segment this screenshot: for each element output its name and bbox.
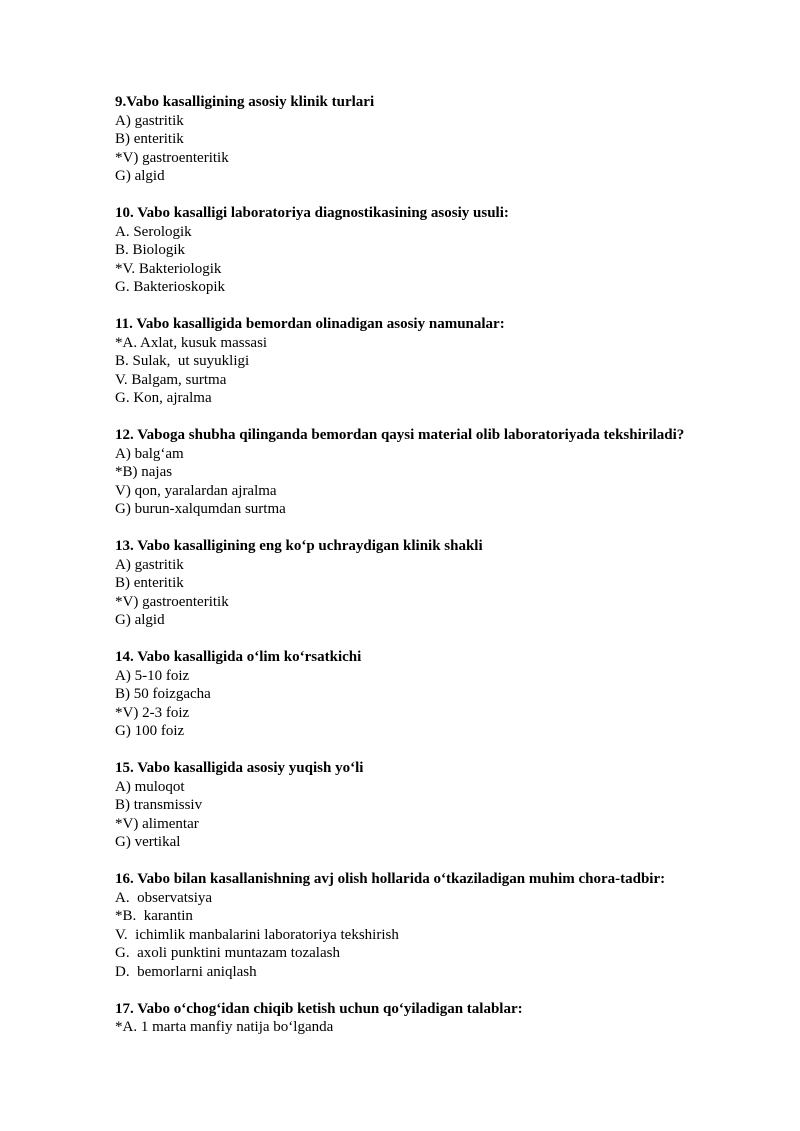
answer-option-correct: *B) najas (115, 464, 173, 480)
answer-option-correct: *A. Axlat, kusuk massasi (115, 334, 268, 351)
answer-option: B) 50 foizgacha (115, 686, 211, 702)
question-title: 13. Vabo kasalligining eng ko‘p uchraydigan klinik shakli (115, 538, 483, 554)
question-title: 15. Vabo kasalligida asosiy yuqish yo‘li (115, 760, 364, 776)
answer-option: B) transmissiv (115, 797, 203, 813)
answer-option-correct: *V) alimentar (115, 815, 199, 832)
answer-option: G) algid (115, 168, 165, 184)
answer-option-correct: *V) gastroenteritik (115, 149, 229, 166)
question-16 (115, 870, 755, 981)
answer-option: G. Bakterioskopik (115, 279, 225, 295)
answer-option: A) 5-10 foiz (115, 667, 190, 684)
question-12 (115, 426, 755, 519)
question-14 (115, 648, 755, 741)
answer-option: A) gastritik (115, 112, 184, 129)
question-title: 16. Vabo bilan kasallanishning avj olish hollarida o‘tkaziladigan muhim chora-tadbir: (115, 871, 666, 887)
answer-option-correct: *V) gastroenteritik (115, 593, 229, 610)
answer-option: A. Serologik (115, 223, 192, 240)
answer-option: G) vertikal (115, 834, 181, 850)
answer-option: A) gastritik (115, 556, 184, 573)
answer-option: G) burun-xalqumdan surtma (115, 501, 286, 517)
question-17 (115, 1000, 755, 1037)
answer-option: V. Balgam, surtma (115, 371, 227, 388)
question-title: 10. Vabo kasalligi laboratoriya diagnostikasining asosiy usuli: (115, 205, 509, 221)
question-title: 9.Vabo kasalligining asosiy klinik turlari (115, 94, 375, 110)
answer-option: V. ichimlik manbalarini laboratoriya tekshirish (115, 926, 399, 943)
answer-option-correct: *B. karantin (115, 908, 193, 924)
answer-option: B. Biologik (115, 242, 186, 258)
answer-option: G) 100 foiz (115, 723, 185, 739)
question-title: 17. Vabo o‘chog‘idan chiqib ketish uchun qo‘yiladigan talablar: (115, 1000, 523, 1017)
question-15 (115, 759, 755, 852)
answer-option-correct: *A. 1 marta manfiy natija bo‘lganda (115, 1019, 334, 1035)
question-9 (115, 93, 755, 186)
question-title: 14. Vabo kasalligida o‘lim ko‘rsatkichi (115, 649, 362, 665)
question-title: 11. Vabo kasalligida bemordan olinadigan asosiy namunalar: (115, 316, 505, 332)
answer-option: B. Sulak, ut suyukligi (115, 353, 250, 369)
question-10 (115, 204, 755, 297)
answer-option: G. axoli punktini muntazam tozalash (115, 945, 340, 961)
answer-option: A. observatsiya (115, 889, 213, 906)
question-11 (115, 315, 755, 408)
answer-option: V) qon, yaralardan ajralma (115, 482, 277, 499)
answer-option: G. Kon, ajralma (115, 390, 212, 406)
answer-option: B) enteritik (115, 575, 184, 591)
question-13 (115, 537, 755, 630)
answer-option: D. bemorlarni aniqlash (115, 963, 257, 980)
answer-option-correct: *V. Bakteriologik (115, 260, 222, 277)
answer-option: A) muloqot (115, 778, 185, 795)
answer-option: G) algid (115, 612, 165, 628)
question-title: 12. Vaboga shubha qilinganda bemordan qaysi material olib laboratoriyada tekshiriladi? (115, 427, 685, 443)
answer-option-correct: *V) 2-3 foiz (115, 704, 190, 721)
answer-option: A) balg‘am (115, 445, 184, 462)
answer-option: B) enteritik (115, 131, 184, 147)
document-page (115, 93, 755, 1055)
